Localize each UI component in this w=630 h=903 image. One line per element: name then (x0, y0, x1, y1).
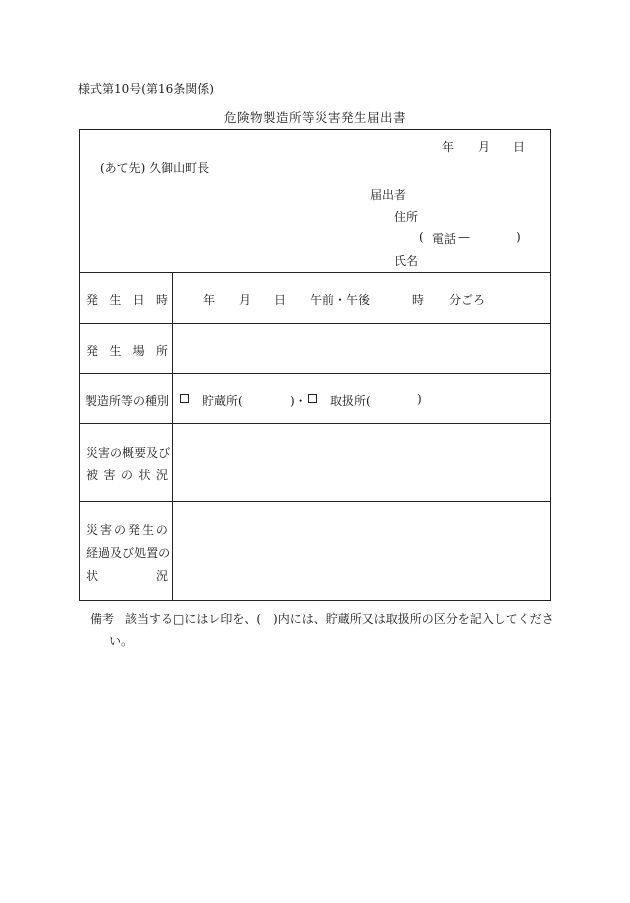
minute-label: 分ごろ (449, 293, 486, 307)
datetime-year-label: 年 (203, 293, 216, 307)
label-char: 及 (146, 446, 159, 460)
label-char: 発 (86, 293, 99, 307)
phone-open-paren: ( (419, 230, 424, 244)
disaster-history-label-line1 (86, 521, 168, 538)
remarks-text-line2: い。 (109, 634, 134, 648)
storage-option-close: )・ (290, 394, 307, 408)
label-char: 生 (109, 344, 122, 358)
label-char: 処 (134, 546, 147, 560)
label-char: 場 (132, 344, 145, 358)
handling-option-close: ) (417, 392, 422, 406)
remarks-label: 備考 (90, 612, 115, 626)
label-char: 日 (132, 293, 145, 307)
label-char: 災 (86, 523, 99, 537)
disaster-history-label-line2 (86, 544, 171, 561)
row-occurrence-datetime (80, 273, 550, 324)
disaster-overview-label-line1 (86, 444, 171, 461)
document-title: 危険物製造所等災害発生届出書 (223, 110, 406, 125)
label-cell (80, 324, 173, 373)
storage-checkbox[interactable] (180, 394, 189, 403)
form-sheet (79, 129, 551, 601)
phone-dash: — (458, 230, 470, 244)
hour-label: 時 (412, 293, 425, 307)
name-label: 氏名 (394, 254, 419, 268)
disaster-history-label-line3 (86, 567, 168, 584)
handling-checkbox[interactable] (308, 394, 317, 403)
occurrence-place-label (86, 342, 168, 359)
label-char: 発 (127, 523, 140, 537)
label-char: 過 (98, 546, 111, 560)
label-char: 概 (122, 446, 135, 460)
label-cell (80, 374, 173, 423)
header-block (80, 130, 550, 273)
label-char: の (120, 468, 133, 482)
am-pm-label: 午前・午後 (310, 293, 371, 307)
label-char: 状 (86, 569, 99, 583)
remarks-text-line1: 該当する□にはレ印を、( )内には、貯蔵所又は取扱所の区分を記入してくださ (125, 612, 554, 626)
label-char: 災 (86, 446, 99, 460)
label-char: 被 (86, 468, 99, 482)
row-occurrence-place (80, 324, 550, 374)
label-char: 状 (138, 468, 151, 482)
row-disaster-history (80, 502, 550, 600)
phone-label: 電話 (432, 232, 457, 246)
label-char: 所 (155, 344, 168, 358)
row-disaster-overview (80, 424, 550, 502)
label-char: 経 (86, 546, 99, 560)
row-facility-type (80, 374, 550, 424)
notifier-label: 届出者 (370, 188, 407, 202)
storage-option-label: 貯蔵所( (202, 394, 243, 408)
label-char: 害 (99, 523, 112, 537)
date-day-label: 日 (513, 140, 526, 154)
date-month-label: 月 (478, 140, 491, 154)
label-char: 況 (155, 468, 168, 482)
occurrence-datetime-label (86, 291, 168, 308)
label-char: 置 (146, 546, 159, 560)
label-char: 生 (141, 523, 154, 537)
label-char: 発 (86, 344, 99, 358)
label-cell (80, 502, 173, 600)
address-label: 住所 (394, 210, 419, 224)
form-number: 様式第10号(第16条関係) (78, 82, 214, 96)
label-cell (80, 424, 173, 501)
label-char: び (122, 546, 135, 560)
label-char: の (113, 523, 126, 537)
label-char: 害 (98, 446, 111, 460)
label-char: び (158, 446, 171, 460)
label-char: の (155, 523, 168, 537)
label-char: の (158, 546, 171, 560)
label-char: 時 (155, 293, 168, 307)
label-char: 況 (155, 569, 168, 583)
label-char: 及 (110, 546, 123, 560)
facility-type-label: 製造所等の種別 (85, 394, 170, 408)
disaster-overview-label-line2 (86, 466, 168, 483)
datetime-month-label: 月 (239, 293, 252, 307)
label-char: 生 (109, 293, 122, 307)
label-char: 要 (134, 446, 147, 460)
date-year-label: 年 (442, 140, 455, 154)
phone-close-paren: ) (516, 230, 521, 244)
label-char: の (110, 446, 123, 460)
handling-option-label: 取扱所( (330, 394, 371, 408)
label-cell (80, 273, 173, 323)
label-char: 害 (103, 468, 116, 482)
datetime-day-label: 日 (274, 293, 287, 307)
addressee: (あて先) 久御山町長 (100, 161, 210, 175)
